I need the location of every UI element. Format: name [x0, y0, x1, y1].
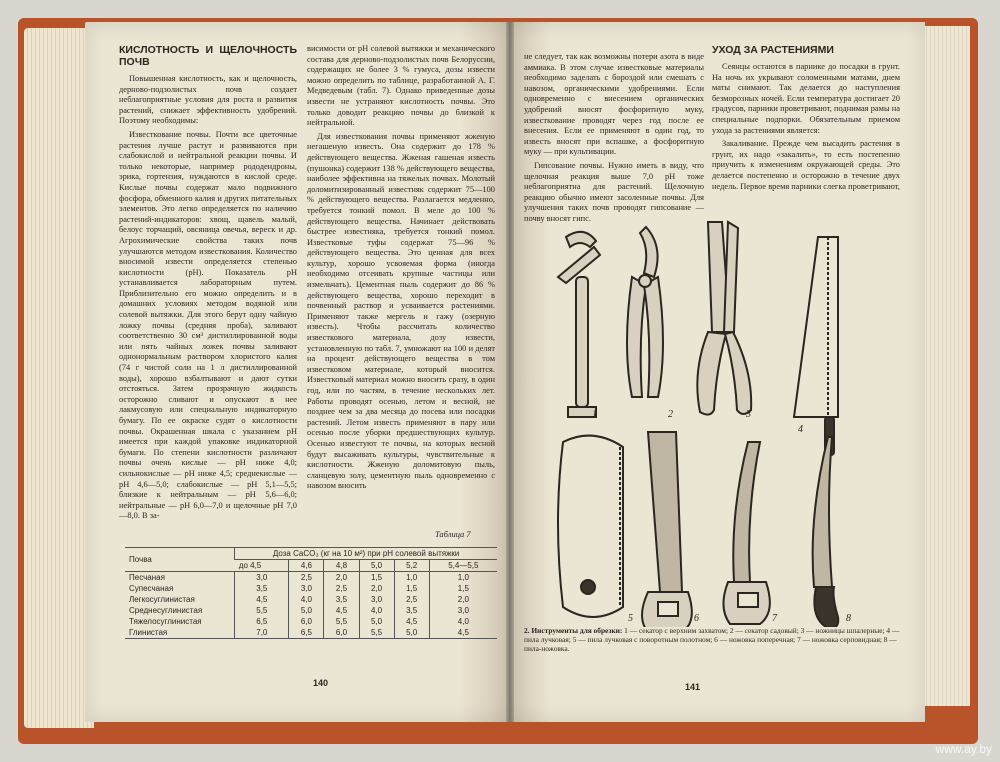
figure-label: 3 — [746, 409, 751, 420]
paragraph: Повышенная кислотность, как и щелочность, дерново-подзолистых почв создает неблагоприятные условия для роста и развития растений, снижает эффективность удобрений. Поэтому необходимы: — [119, 74, 297, 126]
value-cell: 3,5 — [235, 583, 289, 594]
value-cell: 5,0 — [289, 605, 324, 616]
curved-saw-icon — [723, 442, 769, 624]
figure-label: 2 — [668, 409, 673, 420]
soil-cell: Песчаная — [129, 573, 165, 582]
value-cell: 3,0 — [429, 605, 497, 616]
value-cell: 2,0 — [429, 594, 497, 605]
ph-header: до 4,5 — [238, 561, 262, 570]
left-column — [119, 44, 297, 538]
value-cell: 4,0 — [359, 605, 394, 616]
soil-cell: Глинистая — [129, 628, 168, 637]
right-page — [510, 22, 925, 722]
value-cell: 3,0 — [235, 572, 289, 584]
figure-label: 1 — [592, 409, 597, 420]
value-cell: 1,5 — [359, 572, 394, 584]
value-cell: 1,0 — [394, 572, 429, 584]
value-cell: 3,5 — [394, 605, 429, 616]
caption-title: 2. Инструменты для обрезки: — [524, 626, 623, 635]
table-row — [125, 605, 497, 616]
value-cell: 7,0 — [235, 627, 289, 639]
ph-header: 5,0 — [359, 560, 394, 572]
crosscut-saw-icon — [642, 432, 692, 627]
value-cell: 1,0 — [429, 572, 497, 584]
value-cell: 2,5 — [324, 583, 359, 594]
value-cell: 3,0 — [289, 583, 324, 594]
left-page-edges — [24, 28, 94, 728]
hedge-shears-icon — [697, 222, 751, 415]
paragraph: Для известкования почвы применяют жженую негашеную известь. Она содержит до 178 % действующего вещества. Жженая гашеная известь (пушонка) содержит 138 % действующего вещества, наиболее эффективна на тяжелых почвах. Молотый доломитизированный известняк содержит 75—100 % действующего вещества. Разлагается медленно, требуется тонкий помол. В меле до 100 % действующего вещества. Начинает действовать быстрее известняка, требуется тонкий помол. Известковые туфы содержат 75—96 % действующего вещества. Это ценная для всех культур, хорошо усвояемая форма (иногда необходимо отсеивать крупные частицы или измельчать). Цементная пыль содержит до 86 % действующего вещества, хорошо переходит в почвенный раствор и усваивается растениями. Применяют также мергель и гажу (озерную известь). Чтобы рассчитать количество известкового материала, дозу извести, установленную по табл. 7, умножают на 100 и делят на процент действующего вещества в том известковом материале, который вносится. Известковый материал можно вносить сразу, в один год, или по частям, в течение нескольких лет. Работы проводят осенью, летом и весной, не позднее чем за два месяца до посева или посадки растений. Летом известь применяют в пару или осенью после уборки предшествующих культур. Осенью известуют те почвы, на которых весной будут высаживать культуры, чувствительные к кислотности. Жженую доломитовую пыль, сланцевую золу, цементную пыль одновременно с навозом вносить — [307, 131, 495, 491]
paragraph: не следует, так как возможны потери азота в виде аммиака. В этом случае известковые материалы необходимо заделать с бороздой или смешать с навозом, органическими удобрениями. Если одновременно с внесением органических удобрений вносят фосфоритную муку, известкование проводят через год после ее внесения. Если ее применяют в один год, то известь вносят при вспашке, а фосфоритную муку — при культивации. — [524, 52, 704, 157]
column-header: Почва — [129, 555, 152, 564]
figure-label: 8 — [846, 613, 851, 624]
left-page — [85, 22, 510, 722]
lime-dose-table — [125, 547, 497, 639]
value-cell: 5,5 — [324, 616, 359, 627]
ph-header: 5,2 — [394, 560, 429, 572]
value-cell: 4,0 — [429, 616, 497, 627]
right-column — [712, 44, 900, 224]
paragraph: Сеянцы остаются в парнике до посадки в грунт. На ночь их укрывают соломенными матами, днем маты снимают. Так делается до наступления безморозных ночей. Если температура достигает 20 градусов, парники проветривают, поднимая рамы на специальные подпорки. Обязательным приемом ухода за растениями является: — [712, 62, 900, 135]
bow-saw-rotating-icon — [558, 436, 623, 617]
value-cell: 4,5 — [235, 594, 289, 605]
value-cell: 2,0 — [324, 572, 359, 584]
ph-header: 4,8 — [324, 560, 359, 572]
paragraph: Закаливание. Прежде чем высадить растения в грунт, их надо «закалить», то есть постепенно приучить к изменениям окружающей среды. Это делается постепенно и осторожно в течение двух недель. Первое время парники слегка проветривают, — [712, 139, 900, 191]
figure-label: 6 — [694, 613, 699, 624]
pruning-saw-icon — [813, 437, 839, 627]
value-cell: 5,0 — [359, 616, 394, 627]
watermark: www.ay.by — [935, 742, 992, 756]
ph-header: 4,6 — [289, 560, 324, 572]
pruning-tools-figure — [528, 217, 908, 627]
value-cell: 2,5 — [289, 572, 324, 584]
table-label: Таблица 7 — [435, 529, 471, 539]
table-row — [125, 583, 497, 594]
value-cell: 3,5 — [324, 594, 359, 605]
left-column — [524, 52, 704, 224]
value-cell: 4,5 — [429, 627, 497, 639]
group-header: Доза CaCO₃ (кг на 10 м²) при pH солевой вытяжки — [235, 548, 497, 560]
section-heading: УХОД ЗА РАСТЕНИЯМИ — [712, 44, 834, 56]
value-cell: 5,5 — [359, 627, 394, 639]
right-column — [307, 44, 495, 538]
soil-cell: Тяжелосуглинистая — [129, 617, 202, 626]
paragraph: Известкование почвы. Почти все цветочные растения лучше растут и развиваются при слабокислой и нейтральной реакции почвы. И только некоторые, например рододендроны, эрика, гортензия, нуждаются в кислой среде. Кислые почвы содержат мало подвижного фосфора, обменного калия и других питательных элементов. Это легко определяется по наличию растений-индикаторов: хвощ, щавель малый, белоус торчащий, овсяница овечья, вереск и др. Агрохимические свойства таких почв улучшаются методом известкования. Количество вносимой извести определяется степенью кислотности (pH). Показатель pH устанавливается лабораторным путем. Приблизительно его можно определить и в домашних условиях методом водяной или солевой вытяжки. Для этого берут одну чайную ложку почвы (средняя проба), заливают соответственно 30 см³ дистиллированной воды или пять чайных ложек почвы заливают однонормальным раствором хлористого калия (74 г чистой соли на 1 л дистиллированной воды), хорошо взбалтывают и дают сутки отстояться. Затем прозрачную жидкость осторожно сливают и опускают в нее лакмусовую или специальную индикаторную бумагу. По ее окраске судят о кислотности почвы. Окрашенная шкала с указанием pH имеется при каждой упаковке индикаторной бумаги. По степени кислотности различают почвы очень кислые — pH ниже 4,0; сильнокислые — pH ниже 4,5; среднекислые — pH 4,6—5,0; слабокислые — pH 5,1—5,5; близкие к нейтральным — pH 5,6—6,0; нейтральные — pH 6,0—7,0 и щелочные pH 7,0—8,0. В за- — [119, 129, 297, 521]
value-cell: 5,0 — [394, 627, 429, 639]
soil-cell: Среднесуглинистая — [129, 606, 203, 615]
caption-text: 1 — секатор с верхним захватом; 2 — секатор садовый; 3 — ножницы шпалерные; 4 — пила лучковая; 5 — пила лучковая с поворотным полотном; 6 — ножовка поперечная; 7 — ножовка серповидная; 8 — пила-ножовка. — [524, 626, 900, 653]
value-cell: 1,5 — [394, 583, 429, 594]
value-cell: 6,0 — [289, 616, 324, 627]
table-row — [125, 627, 497, 639]
value-cell: 6,0 — [324, 627, 359, 639]
soil-cell: Легкосуглинистая — [129, 595, 195, 604]
page-number: 141 — [685, 682, 701, 692]
value-cell: 2,0 — [359, 583, 394, 594]
soil-cell: Супесчаная — [129, 584, 174, 593]
figure-caption — [524, 626, 904, 653]
value-cell: 4,5 — [324, 605, 359, 616]
value-cell: 6,5 — [235, 616, 289, 627]
value-cell: 6,5 — [289, 627, 324, 639]
secateur-top-grip-icon — [558, 232, 600, 417]
table-row — [125, 594, 497, 605]
value-cell: 1,5 — [429, 583, 497, 594]
value-cell: 3,0 — [359, 594, 394, 605]
bow-saw-icon — [794, 237, 838, 455]
figure-label: 5 — [628, 613, 633, 624]
paragraph: висимости от pH солевой вытяжки и механического состава для дерново-подзолистых почв Белоруссии, содержащих не более 3 % гумуса, дозы извести можно определить по таблице, разработанной А. Г. Медведевым (табл. 7). Однако приведенные дозы извести не устраняют кислотность почвы. Это только доводит реакцию почвы до близкой к нейтральной. — [307, 44, 495, 128]
garden-secateur-icon — [627, 227, 663, 397]
book-gutter — [506, 22, 514, 722]
page-number: 140 — [313, 678, 329, 688]
value-cell: 4,0 — [289, 594, 324, 605]
figure-label: 4 — [798, 424, 803, 435]
table-row — [125, 572, 497, 584]
table-row — [125, 616, 497, 627]
figure-label: 7 — [772, 613, 777, 624]
ph-header: 5,4—5,5 — [429, 560, 497, 572]
value-cell: 5,5 — [235, 605, 289, 616]
value-cell: 4,5 — [394, 616, 429, 627]
value-cell: 2,5 — [394, 594, 429, 605]
paragraph: Гипсование почвы. Нужно иметь в виду, что щелочная реакция выше 7,0 pH тоже неблагоприятна для растений. Щелочную реакцию обычно имеют засоленные почвы. Для улучшения таких почв проводят гипсование — почву вносят гипс. — [524, 160, 704, 223]
section-heading: КИСЛОТНОСТЬ И ЩЕЛОЧНОСТЬ ПОЧВ — [119, 44, 297, 68]
